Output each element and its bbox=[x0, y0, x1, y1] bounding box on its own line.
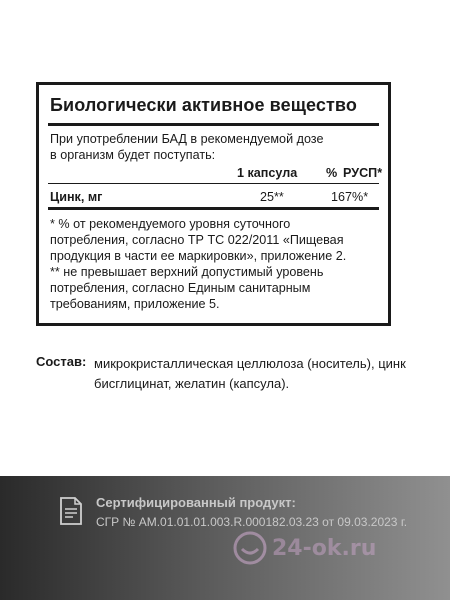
footnote-line: потребления, согласно ТР ТС 022/2011 «Пищевая bbox=[50, 233, 344, 247]
panel-divider-thick bbox=[48, 123, 379, 126]
footnote-line: требованиям, приложение 5. bbox=[50, 297, 220, 311]
panel-title: Биологически активное вещество bbox=[50, 95, 357, 115]
watermark-logo-icon bbox=[232, 531, 268, 565]
document-icon bbox=[60, 497, 82, 525]
column-header-dose: 1 капсула bbox=[237, 166, 298, 180]
panel-intro-line2: в организм будет поступать: bbox=[50, 148, 216, 162]
row-zinc-percent: 167%* bbox=[331, 190, 369, 204]
panel-divider-thick-2 bbox=[48, 207, 379, 210]
certificate-number: СГР № АМ.01.01.01.003.R.000182.03.23 от 09.03.2023 г. bbox=[96, 515, 408, 529]
watermark-text: 24-ok.ru bbox=[272, 536, 377, 561]
table-divider bbox=[48, 183, 379, 184]
footnote-line: * % от рекомендуемого уровня суточного bbox=[50, 217, 291, 231]
composition-label: Состав: bbox=[36, 354, 87, 369]
panel-intro-line1: При употреблении БАД в рекомендуемой дозе bbox=[50, 132, 324, 146]
row-zinc-dose: 25** bbox=[260, 190, 284, 204]
certificate-title: Сертифицированный продукт: bbox=[96, 495, 296, 510]
footnote-line: продукция в части ее маркировки», приложение 2. bbox=[50, 249, 347, 263]
footnote-line: ** не превышает верхний допустимый уровень bbox=[50, 265, 324, 279]
row-zinc-name: Цинк, мг bbox=[50, 190, 103, 204]
column-header-percent: % bbox=[326, 166, 338, 180]
column-header-rusp: РУСП* bbox=[343, 166, 383, 180]
composition-text: микрокристаллическая целлюлоза (носитель), цинк бисглицинат, желатин (капсула). bbox=[94, 356, 406, 391]
footnote-line: потребления, согласно Единым санитарным bbox=[50, 281, 311, 295]
nutrition-panel bbox=[36, 82, 391, 326]
